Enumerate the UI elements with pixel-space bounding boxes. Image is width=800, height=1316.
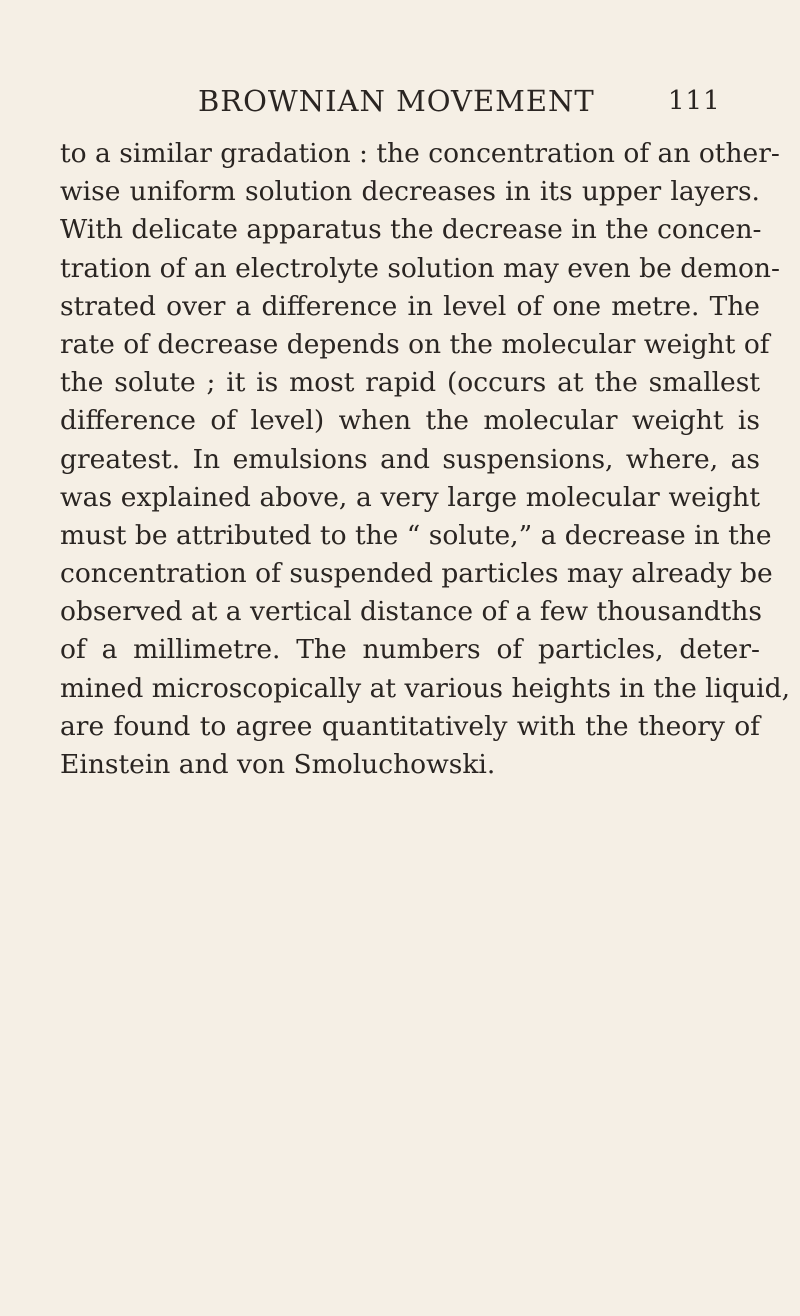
text-line: Einstein and von Smoluchowski. bbox=[60, 749, 496, 780]
text-line: concentration of suspended particles may already be bbox=[60, 558, 773, 590]
text-line: greatest. In emulsions and suspensions, where, as bbox=[60, 443, 760, 475]
text-line: of a millimetre. The numbers of particles, deter- bbox=[60, 634, 760, 666]
text-line: was explained above, a very large molecular weight bbox=[60, 481, 760, 513]
body-paragraph bbox=[60, 135, 791, 784]
running-title: BROWNIAN MOVEMENT bbox=[198, 84, 595, 118]
text-line: tration of an electrolyte solution may even be demon- bbox=[60, 252, 780, 284]
text-line: With delicate apparatus the decrease in the concen- bbox=[60, 214, 762, 246]
text-line: mined microscopically at various heights in the liquid, bbox=[60, 672, 791, 704]
text-line: to a similar gradation : the concentration of an other- bbox=[60, 138, 780, 169]
text-line: difference of level) when the molecular weight is bbox=[60, 405, 760, 437]
text-line: must be attributed to the “ solute,” a decrease in the bbox=[60, 519, 772, 551]
text-line: wise uniform solution decreases in its upper layers. bbox=[60, 176, 760, 208]
running-head bbox=[0, 84, 800, 124]
text-line: are found to agree quantitatively with the theory of bbox=[60, 710, 760, 742]
text-line: rate of decrease depends on the molecular weight of bbox=[60, 328, 770, 360]
text-line: strated over a difference in level of one metre. The bbox=[60, 290, 760, 322]
text-line: observed at a vertical distance of a few thousandths bbox=[60, 596, 762, 628]
page-number: 111 bbox=[668, 86, 721, 116]
text-line: the solute ; it is most rapid (occurs at the smallest bbox=[60, 367, 760, 399]
